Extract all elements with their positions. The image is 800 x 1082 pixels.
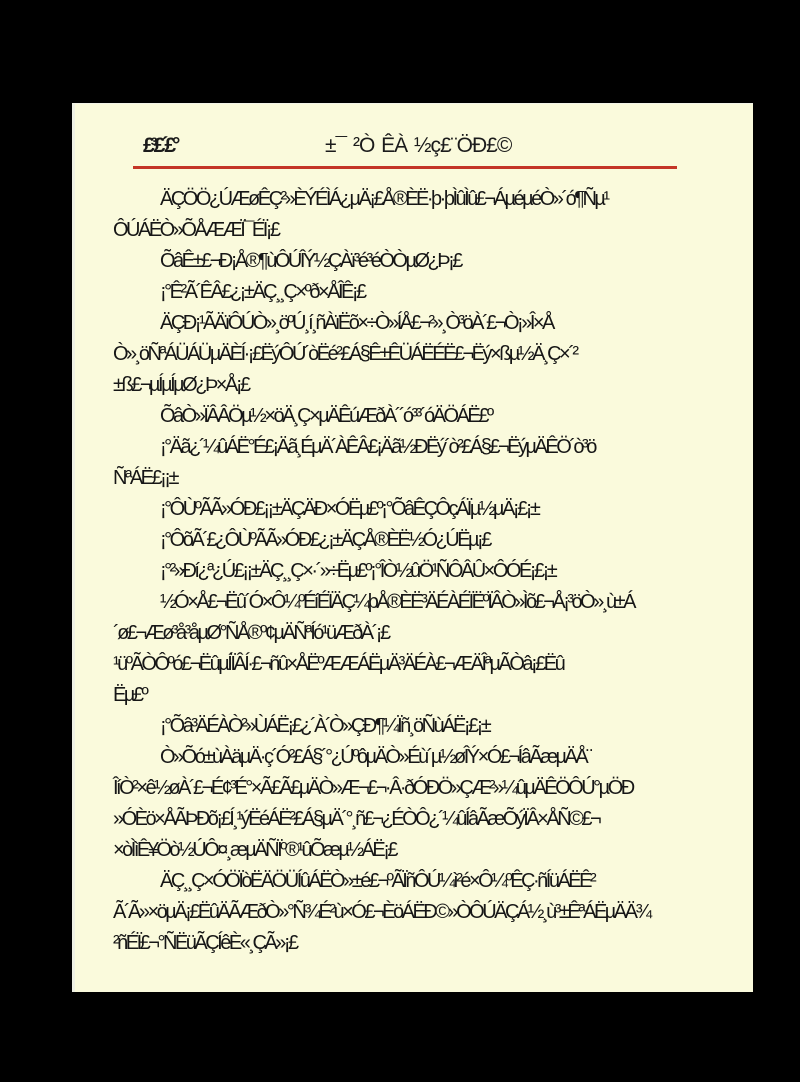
text-line: ÑªÁË£¡¡± bbox=[113, 467, 177, 489]
text-line: ÎíÒ²×ê½øÀ´£¬É¢³É°×Ã£Ã£µÄÒ»Æ¬£¬·Â·ðÓÐÖ»ÇÆ²»¼ûµÄÊÖÔÚ°µÖÐ bbox=[113, 777, 633, 799]
text-line: ¡°Äã¿´¼ûÁË°É£¡Äã¸ÉµÄ´ÀÊÂ£¡Äã½ÐËý´ò²£Á§£¬ËýµÄÊÖ´ò³ö bbox=[160, 436, 595, 458]
text-line: ¡°Ê²Ã´ÊÂ£¿¡±ÄÇ¸¸Ç×ºð×ÅÎÊ¡£ bbox=[160, 281, 365, 303]
text-line: Ò»Õó±ùÀäµÄ·ç´Ó²£Á§´°¿ÚºôµÄÒ»Éù´µ½øÎÝ×Ó£¬ÍâÃæµÄÅ¨ bbox=[160, 746, 591, 768]
text-line: ÕâÒ»ÏÂÂÖµ½×öÄ¸Ç×µÄÊúÆðÀ´´ó³³´óÄÖÁË£º bbox=[160, 405, 492, 427]
text-line: ½Ó×Å£¬Ëû´Ó×Ô¼ºÉíÉÏÄÇ¼þÅ®ÈË³ÄÉÀÉÏËºÏÂÒ»Ìõ£¬Å¡³öÒ»¸ù±Á bbox=[160, 591, 634, 613]
text-line: ¡°ÔÙºÃÃ»ÓÐ£¡¡±ÄÇÄÐ×ÓËµ£º¡°ÕâÊÇÔçÁÏµ½µÄ¡£¡± bbox=[160, 498, 539, 520]
text-line: ÄÇÖÖ¿ÚÆøÊÇ²»ÈÝÉÌÁ¿µÄ¡£Å®ÈË·þ·þÌûÌû£¬ÁµéµéÒ»´ó¶Ñµ¹ bbox=[160, 188, 608, 210]
text-line: ¡°Õâ³ÄÉÀÒ²»ÙÁË¡£¿´À´Ò»ÇÐ¶¼Ïñ¸öÑùÁË¡£¡± bbox=[160, 715, 490, 737]
text-line: ´ø£¬Æø³å³åµØ°ÑÅ®º¢µÄÑªÍó¹üÆðÀ´¡£ bbox=[113, 622, 389, 644]
text-line: ÄÇÐ¡¹ÃÄïÔÚÒ»¸öºÚ¸í¸ñÀïËõ×÷Ò»ÍÅ£¬²»¸Ò³öÀ´£¬Ò¡»Î×Å bbox=[160, 312, 553, 334]
text-line: Ëµ£º bbox=[113, 684, 147, 706]
text-line: »ÓÈö×ÅÃÞÐõ¡£Í¸¹ýËéÁË²£Á§µÄ´°¸ñ£¬¿ÉÒÔ¿´¼ûÍâÃæÕýÏÂ×ÅÑ©£¬ bbox=[113, 808, 600, 830]
header-rule bbox=[133, 166, 677, 169]
text-line: ÕâÊ±£¬Ð¡Å®¶ùÔÚÎÝ½ÇÀï³é³éÒÒµØ¿Þ¡£ bbox=[160, 250, 461, 272]
text-line: ²ñÉÏ£¬°ÑËüÃÇÍêÈ«¸ÇÃ»¡£ bbox=[113, 932, 297, 954]
text-line: ±ß£¬µÍµÍµØ¿Þ×Å¡£ bbox=[113, 374, 249, 396]
page-title: ±¯ ²Ò ÊÀ ½ç£¨ÖÐ£© bbox=[325, 134, 512, 157]
text-line: ÄÇ¸¸Ç×ÓÖÏòËÄÖÜÍûÁËÒ»±é£¬ºÃÏñÔÚ¼ì²é×Ô¼ºÊÇ·ñÍüÁËÊ² bbox=[160, 870, 595, 892]
text-line: ÔÚÁËÒ»ÕÅÆÆÏ¯ÉÏ¡£ bbox=[113, 219, 279, 241]
page-number: £³£´£° bbox=[143, 134, 177, 157]
text-line: Ã´Ã»×öµÄ¡£ËûÄÃÆðÒ»°Ñ¾É²ù×Ó£¬ÈöÁËÐ©»ÒÔÚÄÇÁ½¸ù³±ÊªÁËµÄÄ¾ bbox=[113, 901, 650, 923]
text-line: ¡°²»Ðí¿ª¿Ú£¡¡±ÄÇ¸¸Ç×·´»÷Ëµ£º¡°ÎÒ½ûÖ¹ÑÔÂÛ×ÔÓÉ¡£¡± bbox=[160, 560, 556, 582]
text-line: Ò»¸öÑªÁÜÁÜµÄÈÍ·¡£ËýÔÚ´òËé²£Á§Ê±ÊÜÁËÉË£¬Ëý×ßµ½Ä¸Ç×´² bbox=[113, 343, 577, 365]
text-line: ¹üºÃÒÔºó£¬ËûµÍÏÂÍ·£¬ñû×ÅËºÆÆÁËµÄ³ÄÉÀ£¬ÆÄÎªµÃÒâ¡£Ëû bbox=[113, 653, 564, 675]
text-line: ¡°ÔõÃ´£¿ÔÙºÃÃ»ÓÐ£¿¡±ÄÇÅ®ÈË½Ó¿ÚËµ¡£ bbox=[160, 529, 490, 551]
body-text bbox=[113, 184, 725, 959]
text-line: ×òÌìÊ¥Öò½ÚÔ¤¸æµÄÑÏº®¹ûÕæµ½ÁË¡£ bbox=[113, 839, 396, 861]
book-page bbox=[72, 103, 753, 992]
